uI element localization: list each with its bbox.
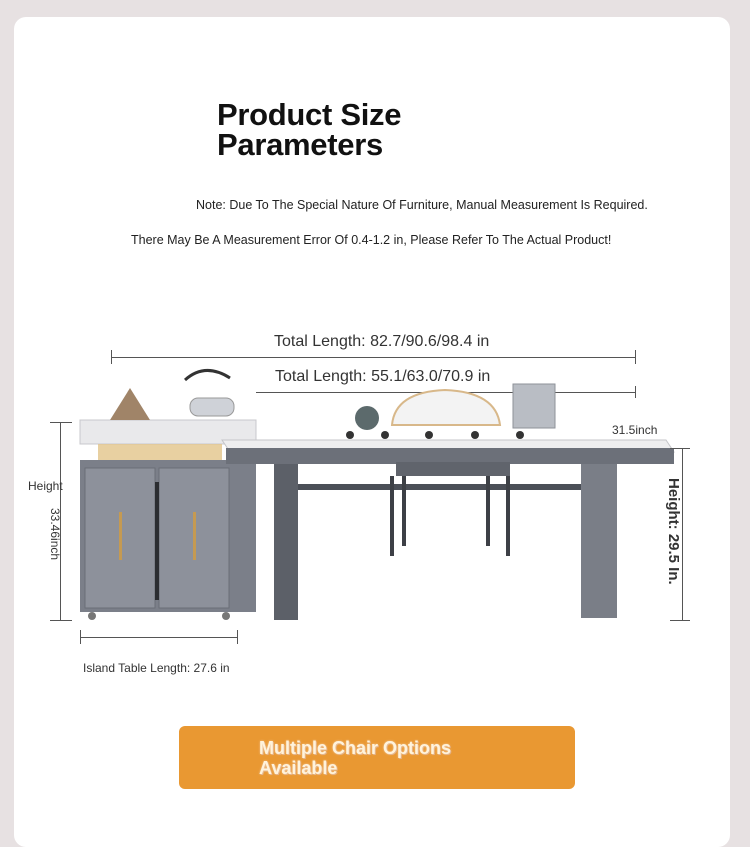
island-length-label: Island Table Length: 27.6 in bbox=[83, 661, 230, 675]
chair bbox=[392, 390, 510, 556]
chair-options-label: Multiple Chair Options Available bbox=[259, 738, 451, 778]
tick bbox=[50, 422, 72, 423]
tick bbox=[237, 630, 238, 644]
measurement-note: Note: Due To The Special Nature Of Furniture, Manual Measurement Is Required. bbox=[196, 198, 648, 212]
chair-options-button[interactable] bbox=[179, 726, 575, 789]
desk-height-label: Height: 29.5 In. bbox=[665, 478, 682, 585]
error-note: There May Be A Measurement Error Of 0.4-1.2 in, Please Refer To The Actual Product! bbox=[131, 233, 612, 247]
tick bbox=[670, 620, 690, 621]
desk-depth-label: 31.5inch bbox=[612, 423, 658, 437]
title-line-1: Product Size bbox=[217, 97, 402, 132]
desk-height-line bbox=[682, 448, 683, 620]
title-line-2: Parameters bbox=[217, 127, 383, 162]
island-height-value: 33.46inch bbox=[48, 508, 62, 561]
tick bbox=[80, 630, 81, 644]
total-length-outer-label: Total Length: 82.7/90.6/98.4 in bbox=[274, 333, 490, 350]
total-length-inner-label: Total Length: 55.1/63.0/70.9 in bbox=[275, 368, 491, 385]
island-length-line bbox=[80, 637, 237, 638]
tick bbox=[50, 620, 72, 621]
island-cabinet bbox=[80, 370, 256, 620]
tick bbox=[670, 448, 690, 449]
island-height-label: Height bbox=[28, 479, 63, 493]
